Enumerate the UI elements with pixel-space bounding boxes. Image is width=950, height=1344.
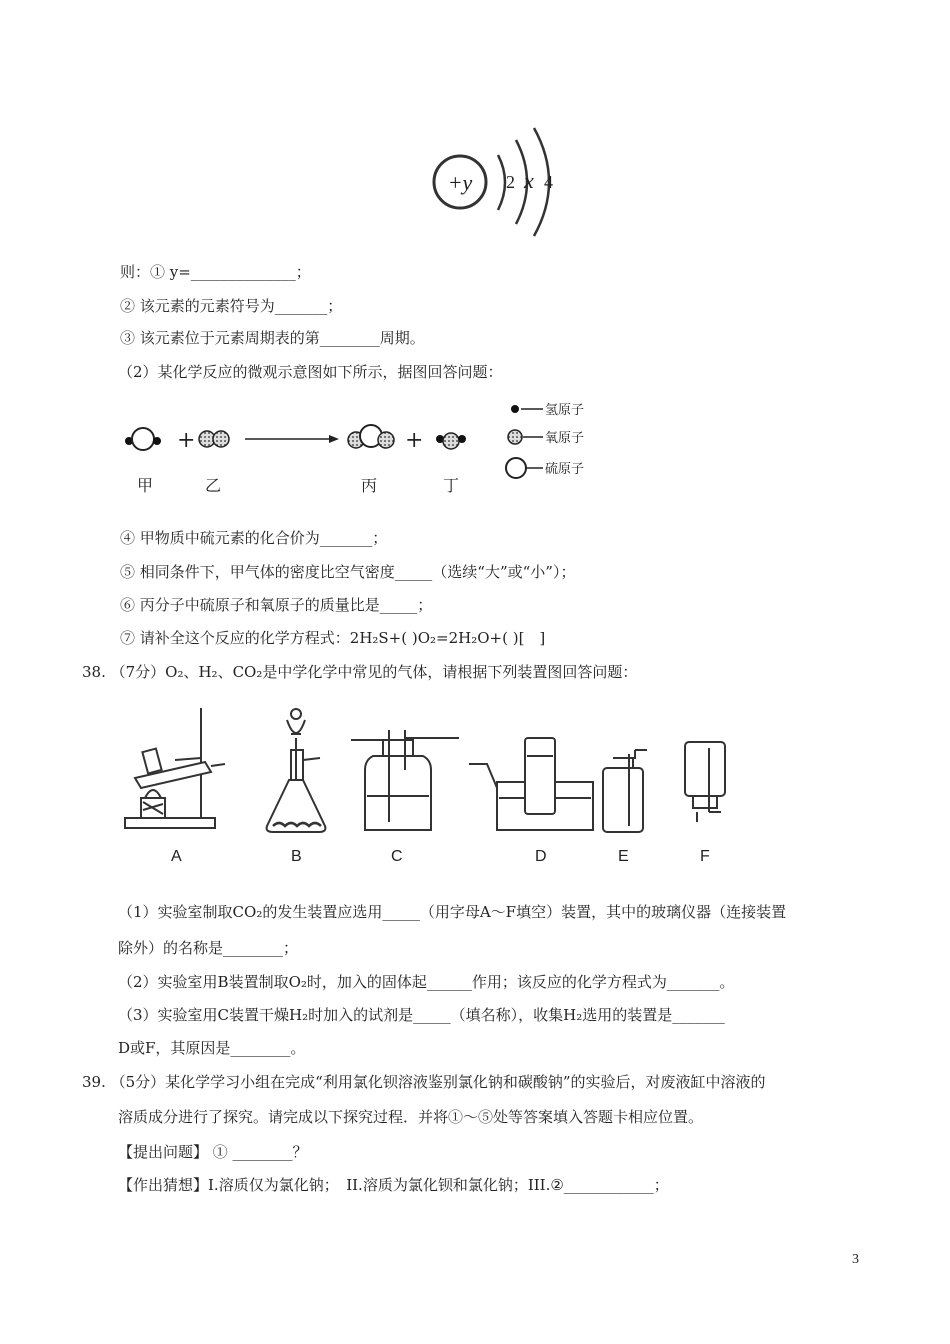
- apparatus-figure: [115, 698, 735, 870]
- molecule-yi: [199, 431, 229, 447]
- reaction-diagram: [115, 395, 615, 505]
- apparatus-d: [469, 738, 593, 830]
- question-period: ③ 该元素位于元素周期表的第________周期。: [120, 329, 425, 347]
- part2-intro: （2）某化学反应的微观示意图如下所示，据图回答问题：: [118, 363, 503, 381]
- q39-title-line2: 溶质成分进行了探究。请完成以下探究过程．并将①～⑤处等答案填入答题卡相应位置。: [118, 1108, 704, 1126]
- question-y: 则：① y=______________；: [120, 263, 311, 281]
- q39-title-line1: 39. （5分）某化学学习小组在完成“利用氯化钡溶液鉴别氯化钠和碳酸钠”的实验后，对废液缸中溶液的: [82, 1073, 766, 1091]
- question-mass-ratio: ⑥ 丙分子中硫原子和氧原子的质量比是_____；: [120, 596, 433, 614]
- molecule-bing: [348, 425, 394, 448]
- q38-sub1-line2: 除外）的名称是________；: [118, 939, 299, 957]
- molecule-jia: [125, 428, 161, 450]
- svg-text:氢原子: 氢原子: [545, 403, 585, 418]
- apparatus-c: [351, 730, 459, 830]
- label-yi: 乙: [205, 476, 222, 495]
- legend-oxygen: [508, 430, 584, 446]
- q38-title: 38. （7分）O₂、H₂、CO₂是中学化学中常见的气体，请根据下列装置图回答问题：: [82, 663, 638, 681]
- apparatus-b: [267, 709, 326, 832]
- q38-sub3-line1: （3）实验室用C装置干燥H₂时加入的试剂是_____（填名称），收集H₂选用的装置是_______: [118, 1006, 725, 1024]
- question-density: ⑤ 相同条件下，甲气体的密度比空气密度_____（选续“大”或“小”）；: [120, 563, 576, 581]
- plus-sign-1: +: [177, 428, 196, 453]
- label-e: E: [618, 848, 629, 865]
- label-a: A: [171, 848, 182, 865]
- label-jia: 甲: [137, 476, 154, 495]
- molecule-ding: [436, 433, 466, 449]
- label-c: C: [391, 848, 403, 865]
- label-ding: 丁: [443, 476, 460, 495]
- q38-sub3-line2: D或F，其原因是________。: [118, 1039, 306, 1057]
- svg-text:氧原子: 氧原子: [545, 431, 585, 446]
- label-f: F: [700, 848, 710, 865]
- question-symbol: ② 该元素的元素符号为_______；: [120, 297, 343, 315]
- q38-sub1-line1: （1）实验室制取CO₂的发生装置应选用_____（用字母A～F填空）装置，其中的玻璃仪器（连接装置: [118, 903, 787, 921]
- shell-3-count: 4: [544, 172, 553, 192]
- atom-structure-diagram: [420, 120, 570, 250]
- legend-sulfur: [506, 458, 584, 478]
- label-d: D: [535, 848, 547, 865]
- apparatus-f: [685, 742, 725, 822]
- shell-1-count: 2: [506, 172, 515, 192]
- apparatus-e: [603, 750, 647, 832]
- page-number: 3: [852, 1252, 859, 1267]
- plus-sign-2: +: [405, 428, 424, 453]
- q39-guess: 【作出猜想】I.溶质仅为氯化钠； II.溶质为氯化钡和氯化钠；III.②____________；: [118, 1176, 669, 1194]
- question-valence: ④ 甲物质中硫元素的化合价为_______；: [120, 529, 388, 547]
- shell-2-count: x: [524, 168, 534, 193]
- svg-text:硫原子: 硫原子: [545, 462, 585, 477]
- apparatus-a: [125, 708, 225, 828]
- nucleus-label: +y: [447, 170, 473, 195]
- legend-hydrogen: [511, 403, 584, 418]
- question-equation: ⑦ 请补全这个反应的化学方程式：2H₂S+( )O₂=2H₂O+( )[ ]: [120, 629, 546, 647]
- q39-ask: 【提出问题】 ① ________？: [118, 1143, 308, 1161]
- label-bing: 丙: [361, 476, 378, 495]
- q38-sub2: （2）实验室用B装置制取O₂时，加入的固体起______作用；该反应的化学方程式为_______。: [118, 973, 735, 991]
- label-b: B: [291, 848, 302, 865]
